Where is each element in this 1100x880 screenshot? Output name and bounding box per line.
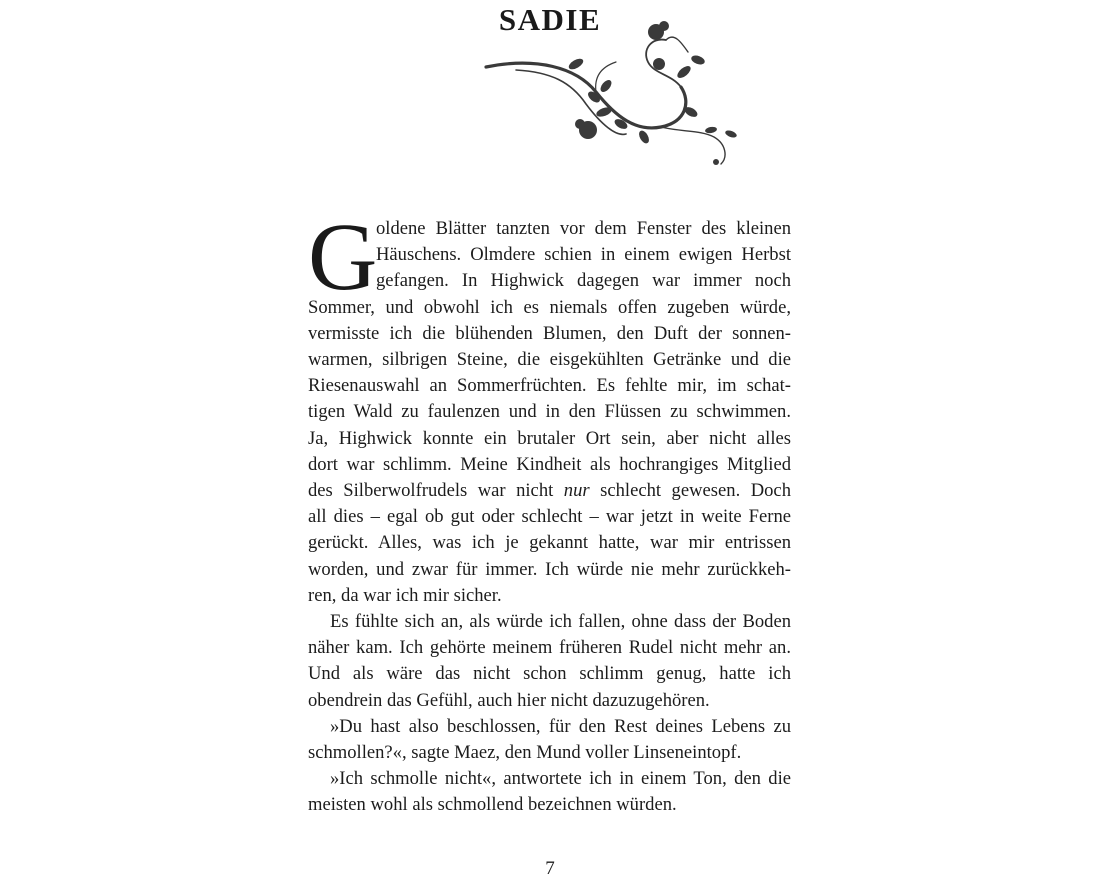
text-line xyxy=(308,478,791,504)
paragraph: »Du hast also beschlossen, für den Rest deines Lebens zu schmollen?«, sagte Maez, den Mund voller Linseneintopf. xyxy=(308,715,791,764)
text-line: dort war schlimm. Meine Kindheit als hochrangiges Mitglied xyxy=(308,453,791,475)
drop-cap: G xyxy=(308,203,378,310)
text-fragment: des Silberwolfrudels war nicht xyxy=(308,480,564,502)
paragraph: Es fühlte sich an, als würde ich fallen, ohne dass der Boden näher kam. Ich gehörte meinem früheren Rudel nicht mehr an. Und als wäre das nicht schon schlimm genug, hatte ich obendrein das Gefühl, auch hier nicht dazuzugehören. xyxy=(308,611,791,711)
text-line: all dies – egal ob gut oder schlecht – war jetzt in weite Ferne xyxy=(308,506,791,528)
text-fragment: schlecht gewesen. Doch xyxy=(589,480,791,502)
text-line: gerückt. Alles, was ich je gekannt hatte, war mir entrissen xyxy=(308,532,791,554)
text-line: Ja, Highwick konnte ein brutaler Ort sein, aber nicht alles xyxy=(308,427,791,449)
chapter-body xyxy=(308,203,791,819)
text-line: vermisste ich die blühenden Blumen, den Duft der sonnen- xyxy=(308,322,791,344)
text-line: oldene Blätter tanzten vor dem Fenster des kleinen xyxy=(376,218,791,239)
rose-vine-icon xyxy=(476,12,746,182)
text-line: tigen Wald zu faulenzen und in den Flüssen zu schwimmen. xyxy=(308,401,791,423)
chapter-title: SADIE xyxy=(498,2,602,37)
text-line: Sommer, und obwohl ich es niemals offen zugeben würde, xyxy=(308,296,791,318)
text-line: warmen, silbrigen Steine, die eisgekühlten Getränke und die xyxy=(308,349,791,371)
paragraph: »Ich schmolle nicht«, antwortete ich in einem Ton, den die meisten wohl als schmollend bezeichnen würden. xyxy=(308,768,791,816)
text-line: Häuschens. Olmdere schien in einem ewigen Herbst xyxy=(376,244,791,266)
text-line: Riesenauswahl an Sommerfrüchten. Es fehlte mir, im schat- xyxy=(308,375,791,397)
text-line: gefangen. In Highwick dagegen war immer noch xyxy=(376,270,791,292)
emphasis: nur xyxy=(563,480,590,502)
text-line: ren, da war ich mir sicher. xyxy=(308,584,502,606)
first-paragraph xyxy=(308,203,791,609)
text-line: worden, und zwar für immer. Ich würde nie mehr zurückkeh- xyxy=(308,558,791,580)
page-number: 7 xyxy=(545,858,555,879)
